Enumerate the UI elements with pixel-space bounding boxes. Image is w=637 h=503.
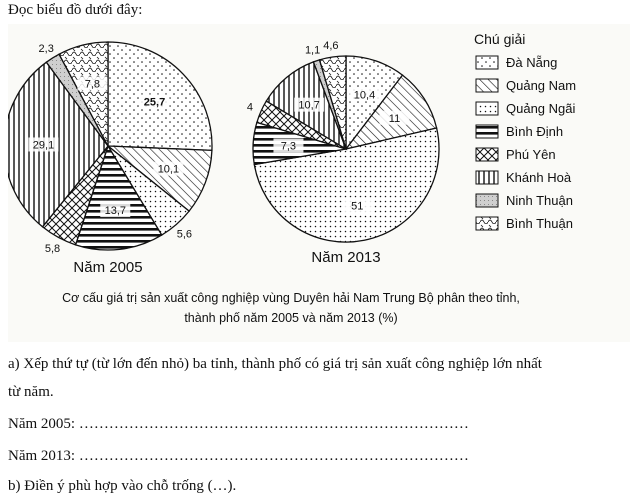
pie-0-value-label-3: 13,7 (104, 205, 127, 218)
legend-swatch-3 (476, 125, 498, 138)
legend-swatch-1 (476, 79, 498, 92)
question-a-cont: từ năm. (8, 384, 54, 400)
question-a: a) Xếp thứ tự (từ lớn đến nhỏ) ba tỉnh, thành phố có giá trị sản xuất công nghiệp lớn nhất (8, 356, 542, 372)
prompt-text: Đọc biểu đồ dưới đây: (8, 2, 143, 18)
legend-swatch-7 (476, 217, 498, 230)
legend-swatch-5 (476, 171, 498, 184)
pie-0-value-label-2: 5,6 (176, 228, 193, 241)
legend-swatch-0 (476, 56, 498, 69)
pie-0-value-label-6: 2,3 (38, 42, 54, 55)
pie-0-year-label: Năm 2005 (73, 259, 143, 276)
pie-0-value-label-5: 29,1 (32, 139, 55, 152)
legend-label-6: Ninh Thuận (506, 193, 573, 208)
pie-0-value-label-0: 25,7 (143, 96, 166, 109)
legend-swatch-6 (476, 194, 498, 207)
pie-1-year-label: Năm 2013 (311, 249, 381, 266)
chart-figure (8, 24, 630, 342)
answer-2013: Năm 2013: …………………………………………………………………… (8, 448, 469, 464)
pie-0-value-label-4: 5,8 (44, 242, 61, 255)
chart-caption-line1: Cơ cấu giá trị sản xuất công nghiệp vùng Duyên hải Nam Trung Bộ phân theo tỉnh, (62, 291, 520, 305)
legend-label-7: Bình Thuận (506, 216, 573, 231)
pie-1-value-label-5: 10,7 (298, 99, 320, 112)
legend-label-1: Quảng Nam (506, 78, 577, 93)
legend-swatch-2 (476, 102, 498, 115)
legend-label-4: Phú Yên (506, 147, 556, 162)
pie-1-value-label-4: 4 (246, 101, 253, 114)
legend-swatch-4 (476, 148, 498, 161)
pie-0-value-label-1: 10,1 (157, 163, 180, 176)
chart-caption-line2: thành phố năm 2005 và năm 2013 (%) (184, 311, 398, 325)
pie-1-value-label-6: 1,1 (304, 44, 321, 57)
legend-label-0: Đà Nẵng (506, 55, 558, 70)
legend-label-5: Khánh Hoà (506, 170, 572, 185)
pie-1-value-label-0: 10,4 (353, 89, 376, 102)
pie-1-value-label-1: 11 (388, 112, 401, 125)
question-b: b) Điền ý phù hợp vào chỗ trống (…). (8, 478, 237, 494)
pie-1-value-label-2: 51 (351, 200, 364, 213)
pie-1-value-label-3: 7,3 (280, 140, 297, 153)
pie-0-value-label-7: 7,8 (84, 78, 101, 91)
legend-title: Chú giải (474, 31, 526, 47)
pie-1-value-label-7: 4,6 (323, 40, 339, 53)
pie-chart-svg (8, 24, 630, 342)
legend-label-2: Quảng Ngãi (506, 101, 576, 116)
answer-2005: Năm 2005: …………………………………………………………………… (8, 416, 469, 432)
legend-label-3: Bình Định (506, 124, 564, 139)
